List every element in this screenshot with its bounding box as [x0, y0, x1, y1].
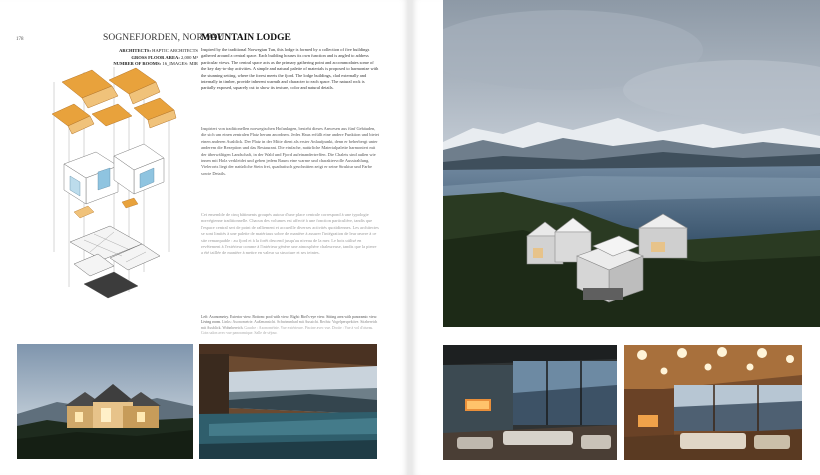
image-caption: Left: Axonometry. Exterior view. Bottom: pool with view. Right: Bird's-eye view. Sitting area with panoramic view. Living room. Links: Axonometrie. Außenansicht. Schwimmbad mit Aussicht. Rechts: Vogelperspektive. Sitzbereich mit Ausblick. Wohnbereich. Gauche : Axonométrie. Vue extérieure. Piscine avec vue. Droite : Vue à vol d'oiseau. Coin salon avec vue panoramique. Salle de séjour.	[201, 315, 378, 336]
body-text-german: Inspiriert von traditionellen norwegischen Hofanlagen, besteht dieses Anwesen aus fünf Gebäuden, die sich um einen zentralen Platz herum anordnen. Jedes Haus erfüllt eine andere Funktion und bietet einen anderen Ausblick. Der Platz in der Mitte dient als erster Anlaufpunkt, denn er beherbergt unter anderem die Rezeption und das Restaurant. Die einfache, natürliche Materialpalette harmoniert mit der überwältigen Landschaft, in der Wald und Fjord aufeinandertreffen. Die Chalets sind außen wie innen mit Holz verkleidet und geben jedem Raum eine warme und charaktervolle Ausstrahlung. Vielerorts liegt der natürliche Stein frei, quadratisch geschnitten zeigt er seine Struktur und Farbe sowie Details.	[201, 126, 380, 176]
lounge-image	[443, 345, 617, 460]
birds-eye-fjord-photo	[443, 0, 820, 327]
left-page	[0, 0, 408, 475]
location-heading: SOGNEFJORDEN, NORWAY	[103, 33, 224, 43]
exterior-dusk-photo	[17, 344, 193, 459]
living-room-image	[624, 345, 802, 460]
axonometry-svg	[14, 52, 200, 302]
page-number: 178	[16, 37, 24, 42]
body-text-english: Inspired by the traditional Norwegian Tun, this lodge is formed by a collection of five buildings gathered around a central space. Each building houses its own function and is angled to address particular views. The central space acts as the primary gathering point and accommodates some of the key day-to-day activities. A simple and natural palette of materials is proposed to harmonize with the stunning setting, where the forest meets the fjord. The lodge buildings, clad externally and internally in timber, provide inherent warmth and character to each space. The natural rock is partially exposed, squarely cut to show its texture, color and natural details.	[201, 47, 379, 91]
fact-floor-area: GROSS FLOOR AREA: 2,000 M²	[131, 54, 198, 60]
fact-rooms: NUMBER OF ROOMS: 16_IMAGES: MIR	[113, 61, 198, 67]
project-title: MOUNTAIN LODGE	[201, 33, 291, 43]
pool-view-photo	[199, 344, 377, 459]
exterior-dusk-image	[17, 344, 193, 459]
lounge-fireplace-photo	[443, 345, 617, 460]
fact-architects: ARCHITECTS: HAPTIC ARCHITECTS	[119, 48, 198, 53]
pool-view-image	[199, 344, 377, 459]
exploded-axonometry-drawing	[14, 52, 200, 302]
living-room-photo	[624, 345, 802, 460]
body-text-french: Cet ensemble de cinq bâtiments groupés autour d'une place centrale correspond à une typologie norvégienne traditionnelle. Chacun des volumes est affecté à une fonction particulière, tandis que l'espace central sert de point de ralliement et accueille diverses activités quotidiennes. Les architectes se sont limités à une palette de matériaux sobre de manière à assurer l'intégration de leur œuvre à ce site remarquable : au fjord et à la forêt descend jusqu'au niveau de la mer. Le bois utilisé en revêtement à l'extérieur comme à l'intérieur génère une atmosphère chaleureuse, tandis que la pierre a été taillée de manière à mettre en valeur sa structure et ses teintes.	[201, 212, 379, 256]
birds-eye-image	[443, 0, 820, 327]
